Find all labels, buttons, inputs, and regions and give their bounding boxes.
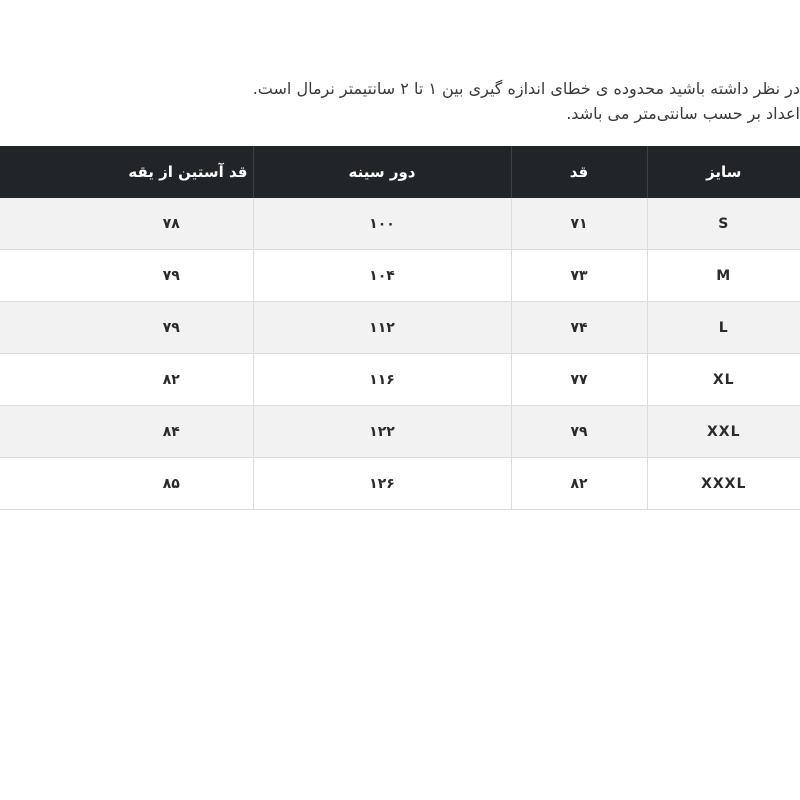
note-tolerance: در نظر داشته باشید محدوده ی خطای اندازه گیری بین ۱ تا ۲ سانتیمتر نرمال است. bbox=[252, 79, 800, 98]
cell-size: XXL bbox=[647, 406, 800, 458]
cell-chest: ۱۰۴ bbox=[253, 250, 511, 302]
cell-chest: ۱۱۶ bbox=[253, 354, 511, 406]
header-size: سایز bbox=[647, 146, 800, 198]
cell-sleeve: ۸۲ bbox=[0, 354, 253, 406]
header-row bbox=[0, 146, 800, 198]
cell-height: ۷۳ bbox=[511, 250, 647, 302]
cell-chest: ۱۲۲ bbox=[253, 406, 511, 458]
cell-chest: ۱۱۲ bbox=[253, 302, 511, 354]
cell-height: ۷۴ bbox=[511, 302, 647, 354]
size-table bbox=[0, 146, 800, 510]
cell-height: ۷۷ bbox=[511, 354, 647, 406]
table-row bbox=[0, 458, 800, 510]
cell-height: ۷۹ bbox=[511, 406, 647, 458]
cell-size: XL bbox=[647, 354, 800, 406]
cell-chest: ۱۲۶ bbox=[253, 458, 511, 510]
header-height: قد bbox=[511, 146, 647, 198]
table-body bbox=[0, 198, 800, 510]
header-chest: دور سینه bbox=[253, 146, 511, 198]
cell-size: XXXL bbox=[647, 458, 800, 510]
cell-size: M bbox=[647, 250, 800, 302]
cell-sleeve: ۷۹ bbox=[0, 302, 253, 354]
table-row bbox=[0, 250, 800, 302]
table-row bbox=[0, 198, 800, 250]
table-row bbox=[0, 302, 800, 354]
cell-height: ۷۱ bbox=[511, 198, 647, 250]
header-sleeve: قد آستین از یقه bbox=[0, 146, 253, 198]
table-header bbox=[0, 146, 800, 198]
table-row bbox=[0, 406, 800, 458]
size-table-container bbox=[0, 146, 800, 510]
cell-sleeve: ۸۵ bbox=[0, 458, 253, 510]
note-units: اعداد بر حسب سانتی‌متر می باشد. bbox=[566, 104, 800, 123]
cell-sleeve: ۷۹ bbox=[0, 250, 253, 302]
cell-height: ۸۲ bbox=[511, 458, 647, 510]
cell-sleeve: ۷۸ bbox=[0, 198, 253, 250]
table-row bbox=[0, 354, 800, 406]
cell-chest: ۱۰۰ bbox=[253, 198, 511, 250]
cell-sleeve: ۸۴ bbox=[0, 406, 253, 458]
notes bbox=[253, 76, 800, 126]
cell-size: S bbox=[647, 198, 800, 250]
cell-size: L bbox=[647, 302, 800, 354]
